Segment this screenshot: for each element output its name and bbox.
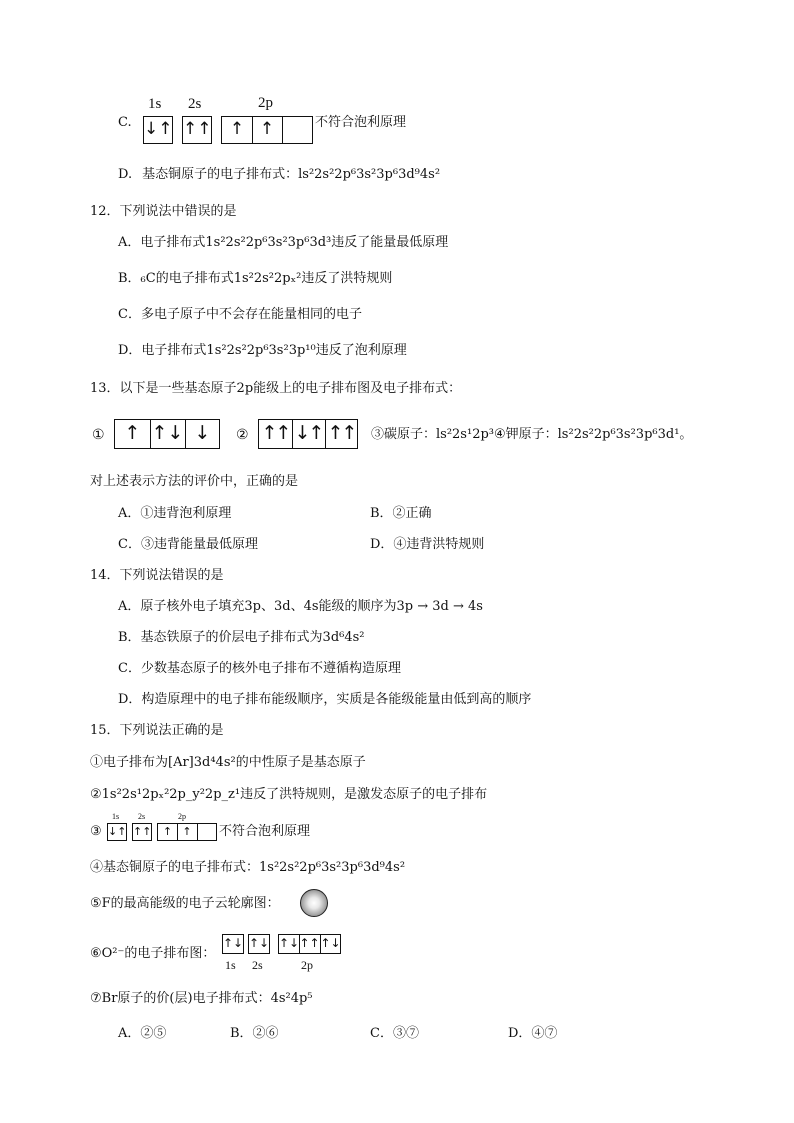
- electron-arrows-icon: ↑↓: [279, 936, 300, 950]
- electron-arrow-icon: ↓: [194, 422, 211, 444]
- electron-arrows-icon: ↑↓: [151, 422, 184, 444]
- q14-option-d: D．构造原理中的电子排布能级顺序，实质是各能级能量由低到高的顺序: [118, 692, 532, 707]
- electron-arrow-icon: ↑: [162, 825, 173, 838]
- q15-s3-label-2p: 2p: [178, 812, 186, 821]
- q15-option-d: D．④⑦: [508, 1026, 558, 1041]
- q12-option-b: B．₆C的电子排布式1s²2s²2pₓ²违反了洪特规则: [118, 271, 393, 286]
- q11-c-orbital-2p: [221, 116, 313, 144]
- q11-d-formula: ls²2s²2p⁶3s²3p⁶3d⁹4s²: [298, 167, 441, 182]
- q15-s6-orbital-2s: [248, 934, 270, 954]
- q12-stem: 12．下列说法中错误的是: [90, 204, 237, 219]
- q14-option-c: C．少数基态原子的核外电子排布不遵循构造原理: [118, 661, 401, 676]
- q15-s3-orbital-2s: [132, 823, 152, 841]
- q11-c-label-1s: 1s: [148, 96, 162, 112]
- q15-stem: 15．下列说法正确的是: [90, 723, 224, 738]
- q11-option-c-label: C.: [118, 115, 132, 130]
- q13-option-a: A．①违背泡利原理: [118, 506, 232, 521]
- q15-statement-4: ④基态铜原子的电子排布式：1s²2s²2p⁶3s²3p⁶3d⁹4s²: [90, 860, 406, 875]
- q15-s3-label-1s: 1s: [112, 812, 120, 821]
- q12-option-a: A．电子排布式1s²2s²2p⁶3s²3p⁶3d³违反了能量最低原理: [118, 235, 449, 250]
- q13-mark-2: ②: [236, 427, 249, 443]
- electron-arrows-icon: ↑↑: [299, 936, 320, 950]
- electron-arrows-icon: ↓↑: [294, 422, 323, 444]
- q15-option-b: B．②⑥: [230, 1026, 279, 1041]
- electron-arrows-icon: ↓↑: [108, 825, 127, 838]
- electron-arrow-icon: ↑: [182, 825, 192, 838]
- q11-d-text: 基态铜原子的电子排布式：: [142, 167, 299, 182]
- q13-mark-1: ①: [92, 427, 105, 443]
- electron-arrows-icon: ↑↑: [183, 119, 212, 139]
- q15-option-c: C．③⑦: [370, 1026, 419, 1041]
- q15-statement-6: ⑥O²⁻的电子排布图：: [90, 946, 216, 961]
- q14-option-a: A．原子核外电子填充3p、3d、4s能级的顺序为3p → 3d → 4s: [118, 599, 483, 614]
- q15-s6-label-1s: 1s: [225, 958, 236, 972]
- electron-arrow-icon: ↑: [124, 422, 141, 444]
- q13-option-c: C．③违背能量最低原理: [118, 537, 258, 552]
- q14-stem: 14．下列说法错误的是: [90, 568, 224, 583]
- electron-arrows-icon: ↑↑: [261, 422, 290, 444]
- electron-arrows-icon: ↑↓: [223, 936, 244, 950]
- q15-s3-orbital-1s: [107, 823, 127, 841]
- q15-statement-7: ⑦Br原子的价(层)电子排布式：4s²4p⁵: [90, 991, 313, 1006]
- electron-arrows-icon: ↑↑: [133, 825, 152, 838]
- electron-arrow-icon: ↑: [229, 119, 245, 139]
- q15-s3-orbital-2p: [157, 823, 217, 841]
- q14-option-b: B．基态铁原子的价层电子排布式为3d⁶4s²: [118, 630, 365, 645]
- q11-d-label: D.: [118, 167, 133, 182]
- q15-s6-orbital-1s: [222, 934, 244, 954]
- q13-option-b: B．②正确: [370, 506, 432, 521]
- electron-arrows-icon: ↑↓: [320, 936, 341, 950]
- q13-eval: 对上述表示方法的评价中，正确的是: [90, 474, 299, 489]
- q13-tail: ③碳原子：ls²2s¹2p³④钾原子：ls²2s²2p⁶3s²3p⁶3d¹。: [371, 427, 693, 442]
- q15-option-a: A．②⑤: [118, 1026, 167, 1041]
- q15-statement-2: ②1s²2s¹2pₓ²2p_y²2p_z¹违反了洪特规则，是激发态原子的电子排布: [90, 787, 488, 802]
- electron-cloud-sphere-icon: [300, 889, 328, 917]
- q13-stem: 13．以下是一些基态原子2p能级上的电子排布图及电子排布式：: [90, 381, 462, 396]
- q11-c-orbital-2s: [182, 116, 212, 144]
- q13-orbital-diagram-2: [258, 419, 358, 449]
- q12-option-c: C．多电子原子中不会存在能量相同的电子: [118, 307, 362, 322]
- electron-arrows-icon: ↑↑: [327, 422, 356, 444]
- electron-arrows-icon: ↓↑: [144, 119, 173, 139]
- q11-c-text: 不符合泡利原理: [315, 115, 407, 130]
- q15-s6-orbital-2p: [278, 934, 341, 954]
- q13-orbital-diagram-1: [114, 419, 220, 449]
- electron-arrows-icon: ↑↓: [249, 936, 270, 950]
- q11-c-label-2s: 2s: [188, 96, 202, 112]
- q15-statement-5: ⑤F的最高能级的电子云轮廓图：: [90, 896, 280, 911]
- q11-c-orbital-1s: [143, 116, 173, 144]
- q15-s3-label-2s: 2s: [138, 812, 146, 821]
- electron-arrow-icon: ↑: [259, 119, 275, 139]
- q13-option-d: D．④违背洪特规则: [370, 537, 485, 552]
- q15-s6-label-2s: 2s: [252, 958, 263, 972]
- q15-statement-1: ①电子排布为[Ar]3d⁴4s²的中性原子是基态原子: [90, 755, 366, 770]
- q15-mark-3: ③: [90, 824, 102, 839]
- q11-option-d: [118, 166, 440, 184]
- q11-c-label-2p: 2p: [258, 95, 273, 111]
- q12-option-d: D．电子排布式1s²2s²2p⁶3s²3p¹⁰违反了泡利原理: [118, 343, 407, 358]
- q15-s3-text: 不符合泡利原理: [219, 824, 311, 839]
- q15-s6-label-2p: 2p: [301, 958, 313, 972]
